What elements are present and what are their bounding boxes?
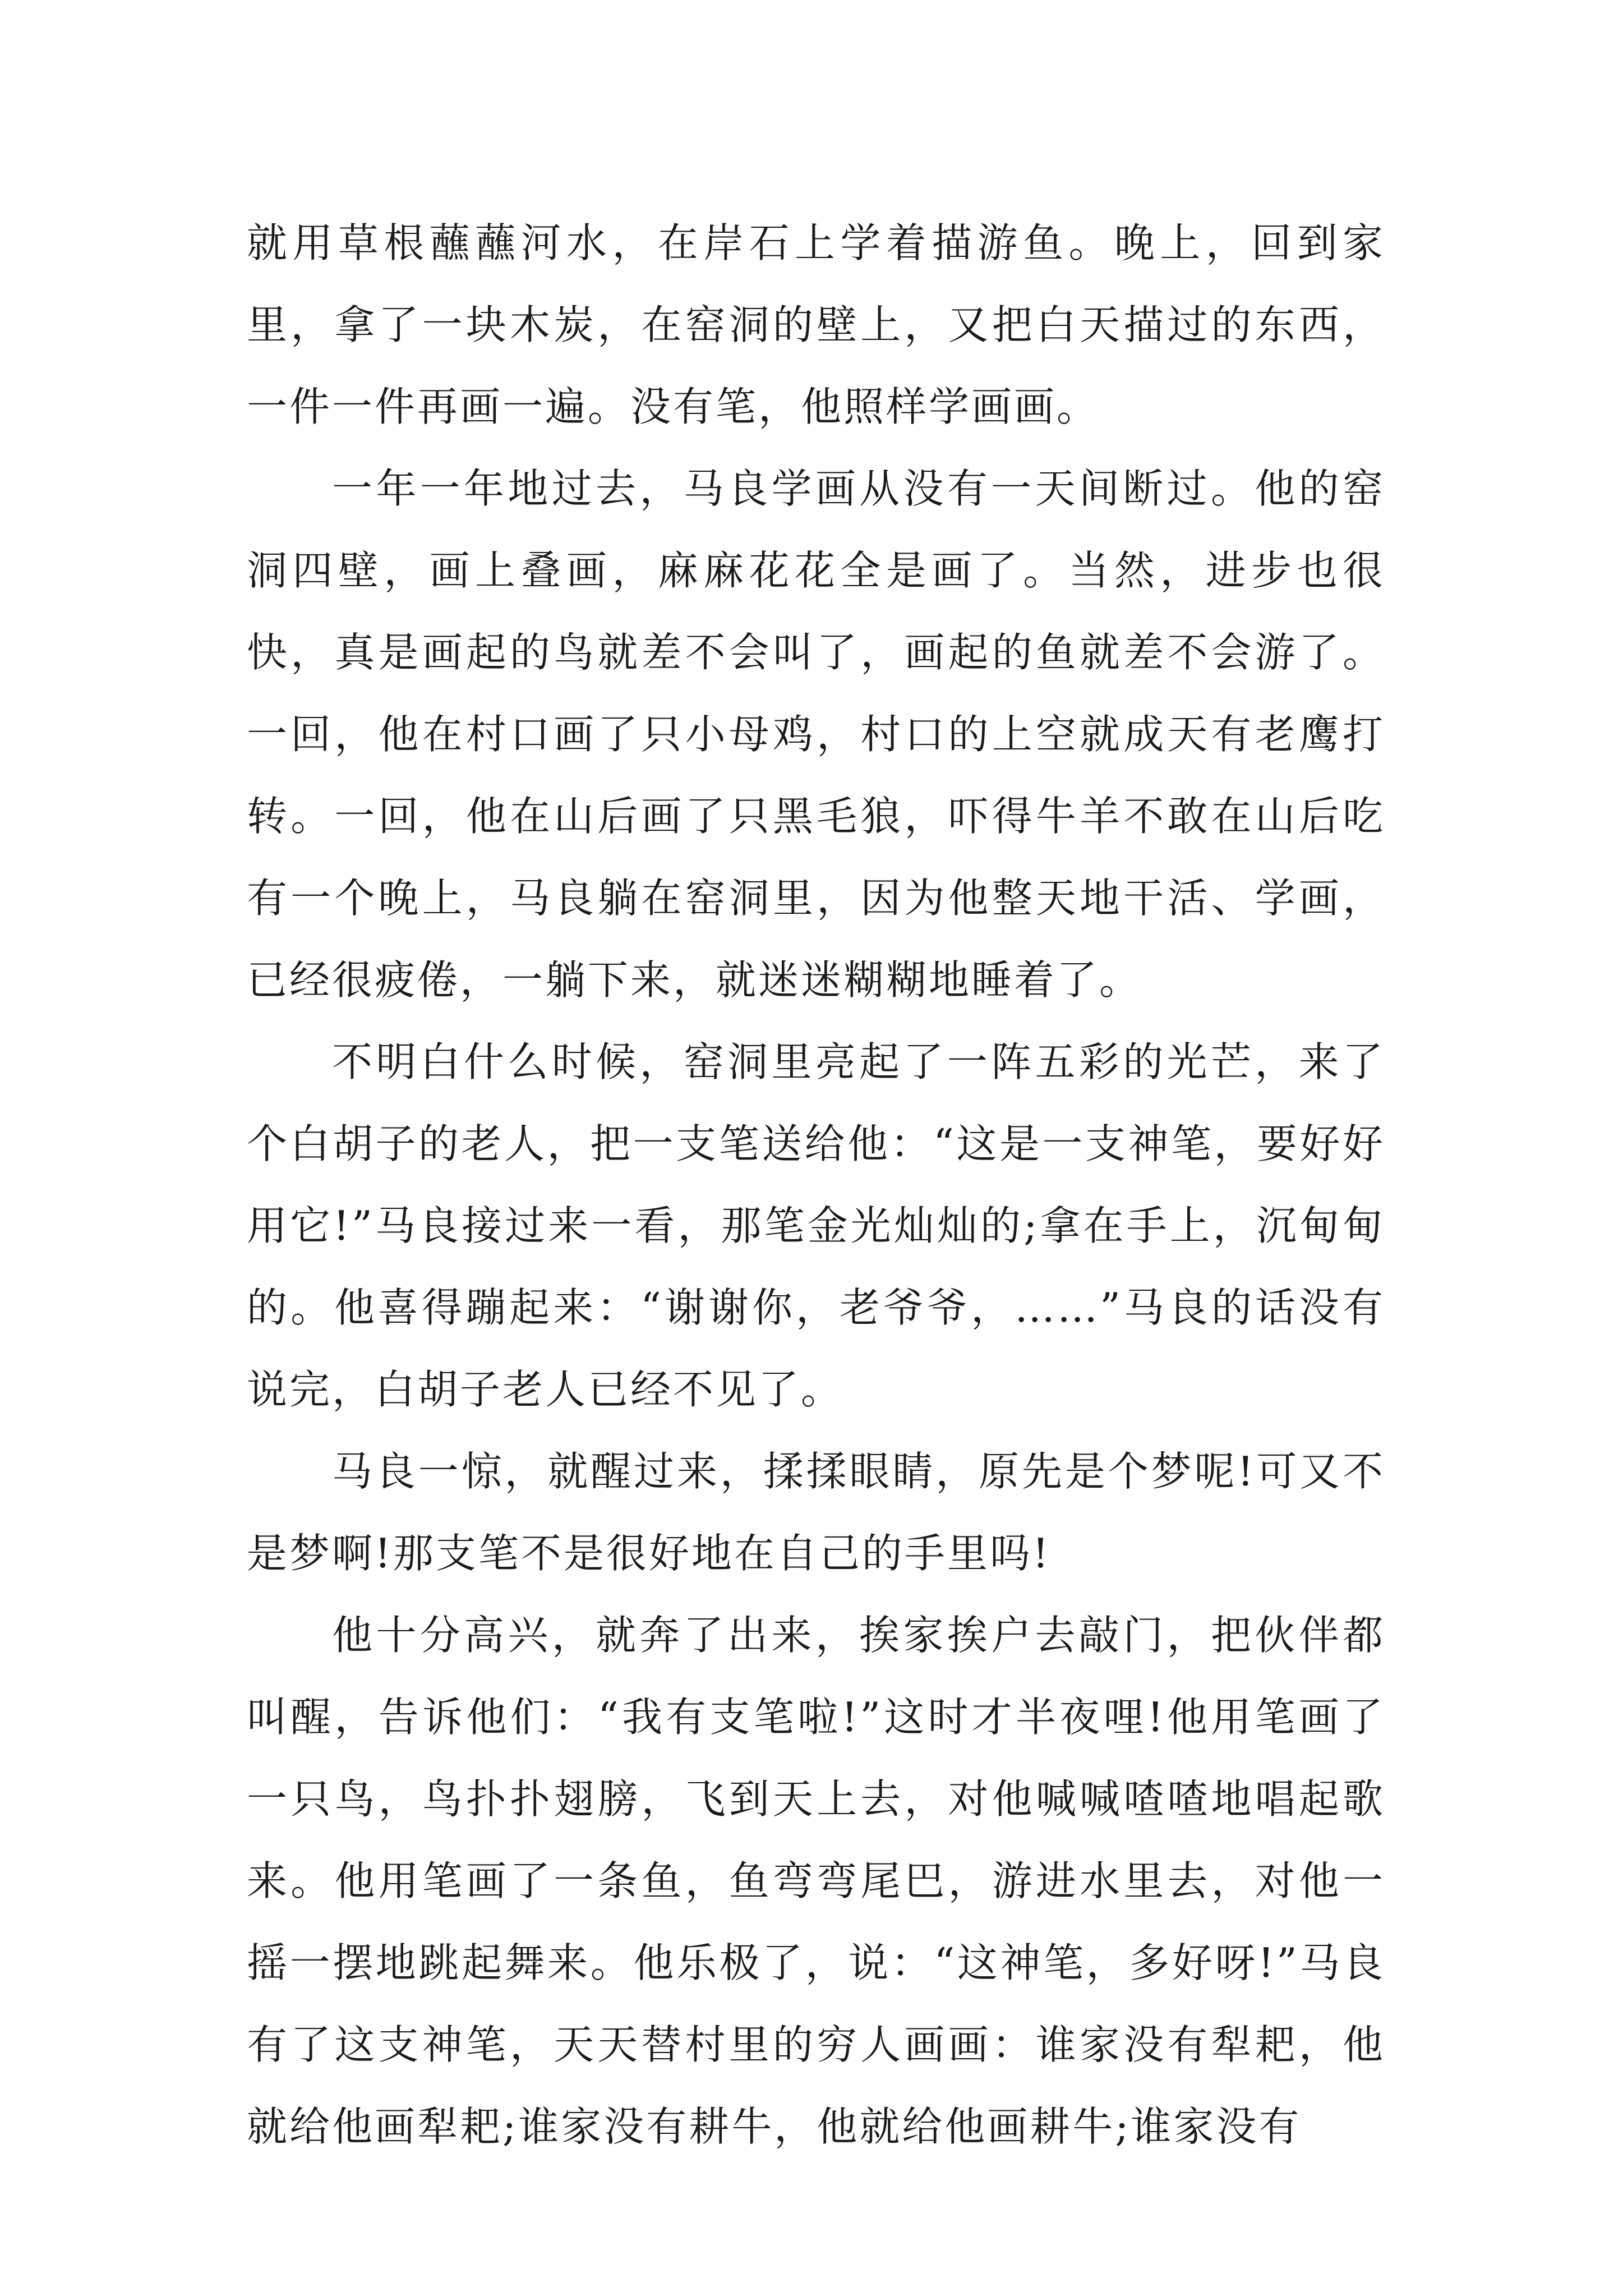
paragraph-4: 马良一惊，就醒过来，揉揉眼睛，原先是个梦呢!可又不是梦啊!那支笔不是很好地在自己的手里吗! [247,1448,1385,1577]
paragraph-1: 就用草根蘸蘸河水，在岸石上学着描游鱼。晚上，回到家里，拿了一块木炭，在窑洞的壁上，又把白天描过的东西，一件一件再画一遍。没有笔，他照样学画画。 [247,219,1385,430]
paragraph-3: 不明白什么时候，窑洞里亮起了一阵五彩的光芒，来了个白胡子的老人，把一支笔送给他：“这是一支神笔，要好好用它!”马良接过来一看，那笔金光灿灿的;拿在手上，沉甸甸的。他喜得蹦起来：“谢谢你，老爷爷，……”马良的话没有说完，白胡子老人已经不见了。 [247,1038,1385,1413]
paragraph-5: 他十分高兴，就奔了出来，挨家挨户去敲门，把伙伴都叫醒，告诉他们：“我有支笔啦!”这时才半夜哩!他用笔画了一只鸟，鸟扑扑翅膀，飞到天上去，对他喊喊喳喳地唱起歌来。他用笔画了一条鱼，鱼弯弯尾巴，游进水里去，对他一摇一摆地跳起舞来。他乐极了，说：“这神笔，多好呀!”马良有了这支神笔，天天替村里的穷人画画：谁家没有犁耙，他就给他画犁耙;谁家没有耕牛，他就给他画耕牛;谁家没有 [247,1612,1385,2150]
paragraph-2: 一年一年地过去，马良学画从没有一天间断过。他的窑洞四壁，画上叠画，麻麻花花全是画了。当然，进步也很快，真是画起的鸟就差不会叫了，画起的鱼就差不会游了。一回，他在村口画了只小母鸡，村口的上空就成天有老鹰打转。一回，他在山后画了只黑毛狼，吓得牛羊不敢在山后吃有一个晚上，马良躺在窑洞里，因为他整天地干活、学画，已经很疲倦，一躺下来，就迷迷糊糊地睡着了。 [247,465,1385,1004]
document-body [247,202,1385,2168]
